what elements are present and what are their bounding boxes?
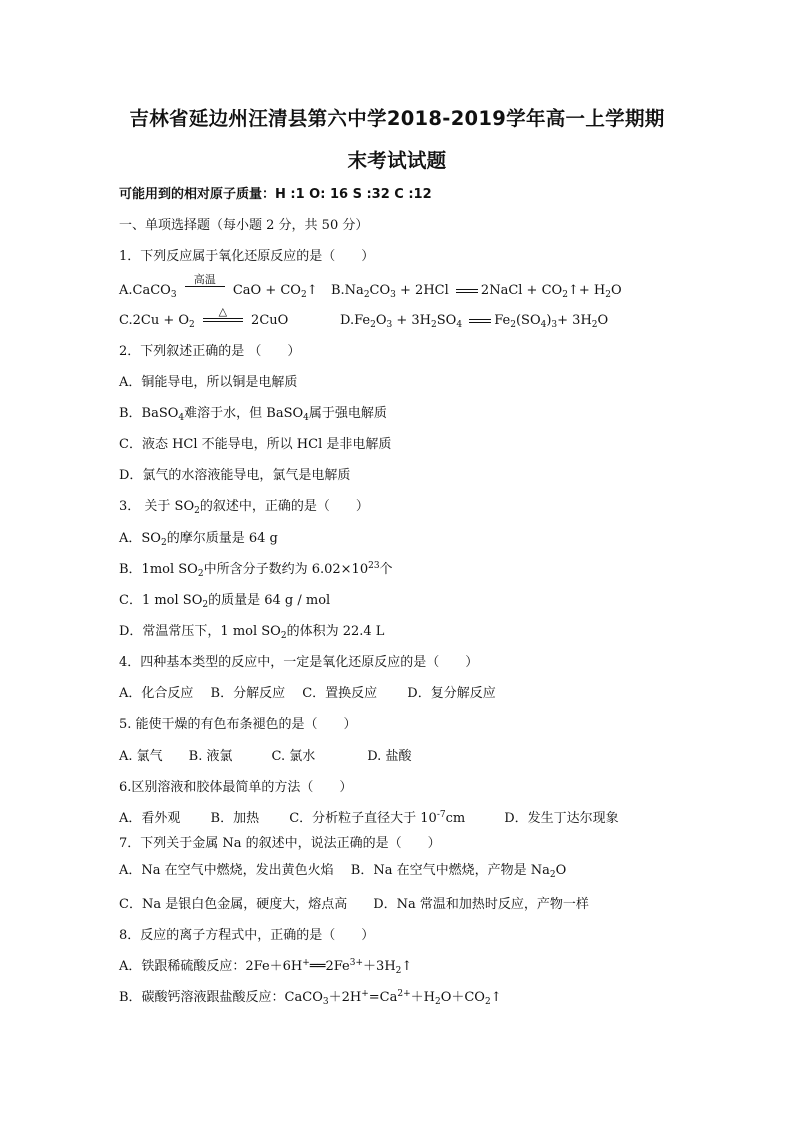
question-2-option-b: B．BaSO$_4$难溶于水，但 BaSO$_4$属于强电解质 (119, 406, 387, 423)
atomic-mass-note: 可能用到的相对原子质量：H :1 O: 16 S :32 C :12 (119, 187, 432, 202)
question-5-stem: 5. 能使干燥的有色布条褪色的是（ ） (119, 717, 357, 732)
question-7-options-cd: C．Na 是银白色金属，硬度大，熔点高 D．Na 常温和加热时反应，产物一样 (119, 897, 589, 912)
question-2-option-c: C．液态 HCl 不能导电，所以 HCl 是非电解质 (119, 437, 392, 452)
equals-sign (456, 286, 478, 296)
page-title-line2: 末考试试题 (347, 149, 447, 172)
question-8-option-b: B．碳酸钙溶液跟盐酸反应：$CaCO_3+2H^+=Ca^{2+}+H_2O+CO_2↑$ (119, 989, 502, 1007)
question-5-options: A. 氯气 B. 液氯 C. 氯水 D. 盐酸 (119, 749, 412, 764)
question-6-stem: 6.区别溶液和胶体最简单的方法（ ） (119, 780, 353, 795)
question-1-option-a: A.CaCO$_3$ 高温 CaO + $CO_2↑$ (119, 273, 318, 300)
question-7-stem: 7．下列关于金属 Na 的叙述中，说法正确的是（ ） (119, 836, 441, 851)
question-2-stem: 2．下列叙述正确的是 （ ） (119, 344, 301, 359)
question-3-option-c: C．1 mol $SO_2$的质量是 64 g / mol (119, 593, 331, 610)
question-6-options: A．看外观 B．加热 C．分析粒子直径大于 $10^{-7}cm$ D．发生丁达尔现象 (119, 810, 619, 826)
question-3-stem: 3． 关于 $SO_2$的叙述中，正确的是（ ） (119, 499, 369, 516)
question-1-option-d: $D.Fe_2O_3 + 3H_2SO_4$ $Fe_2(SO_4)_3+ 3H_2O$ (340, 313, 609, 330)
section-heading: 一、单项选择题（每小题 2 分，共 50 分） (119, 218, 369, 233)
question-3-option-a: A．$SO_2$的摩尔质量是 64 g (119, 531, 278, 548)
question-7-options-ab: A．Na 在空气中燃烧，发出黄色火焰 B．Na 在空气中燃烧，产物是 $Na_2O$ (119, 863, 567, 880)
question-3-option-b: B．1mol $SO_2$中所含分子数约为 $6.02\times 10^{23}$个 (119, 561, 393, 579)
page-title-line1: 吉林省延边州汪清县第六中学2018-2019学年高一上学期期 (129, 107, 665, 130)
question-8-stem: 8．反应的离子方程式中，正确的是（ ） (119, 928, 375, 943)
equals-sign (469, 316, 491, 326)
heat-condition: △ (203, 312, 243, 330)
question-4-options: A．化合反应 B．分解反应 C．置换反应 D．复分解反应 (119, 686, 496, 701)
high-temp-condition: 高温 (185, 282, 225, 300)
question-1-option-b: $B.Na_2CO_3 + 2HCl$ 2NaCl + $CO_2↑+ H_2O$ (331, 283, 622, 300)
question-1-stem: 1．下列反应属于氧化还原反应的是（ ） (119, 249, 375, 264)
question-3-option-d: D．常温常压下，1 mol $SO_2$的体积为 22.4 L (119, 624, 385, 641)
question-8-option-a: A．铁跟稀硫酸反应：$2Fe+6H^+══2Fe^{3+}+3H_2↑$ (119, 958, 413, 976)
question-2-option-d: D．氯气的水溶液能导电，氯气是电解质 (119, 468, 351, 483)
question-4-stem: 4．四种基本类型的反应中，一定是氧化还原反应的是（ ） (119, 655, 479, 670)
question-1-option-c: $C.2Cu + O_2$ △ 2CuO (119, 305, 289, 330)
question-2-option-a: A．铜能导电，所以铜是电解质 (119, 375, 298, 390)
